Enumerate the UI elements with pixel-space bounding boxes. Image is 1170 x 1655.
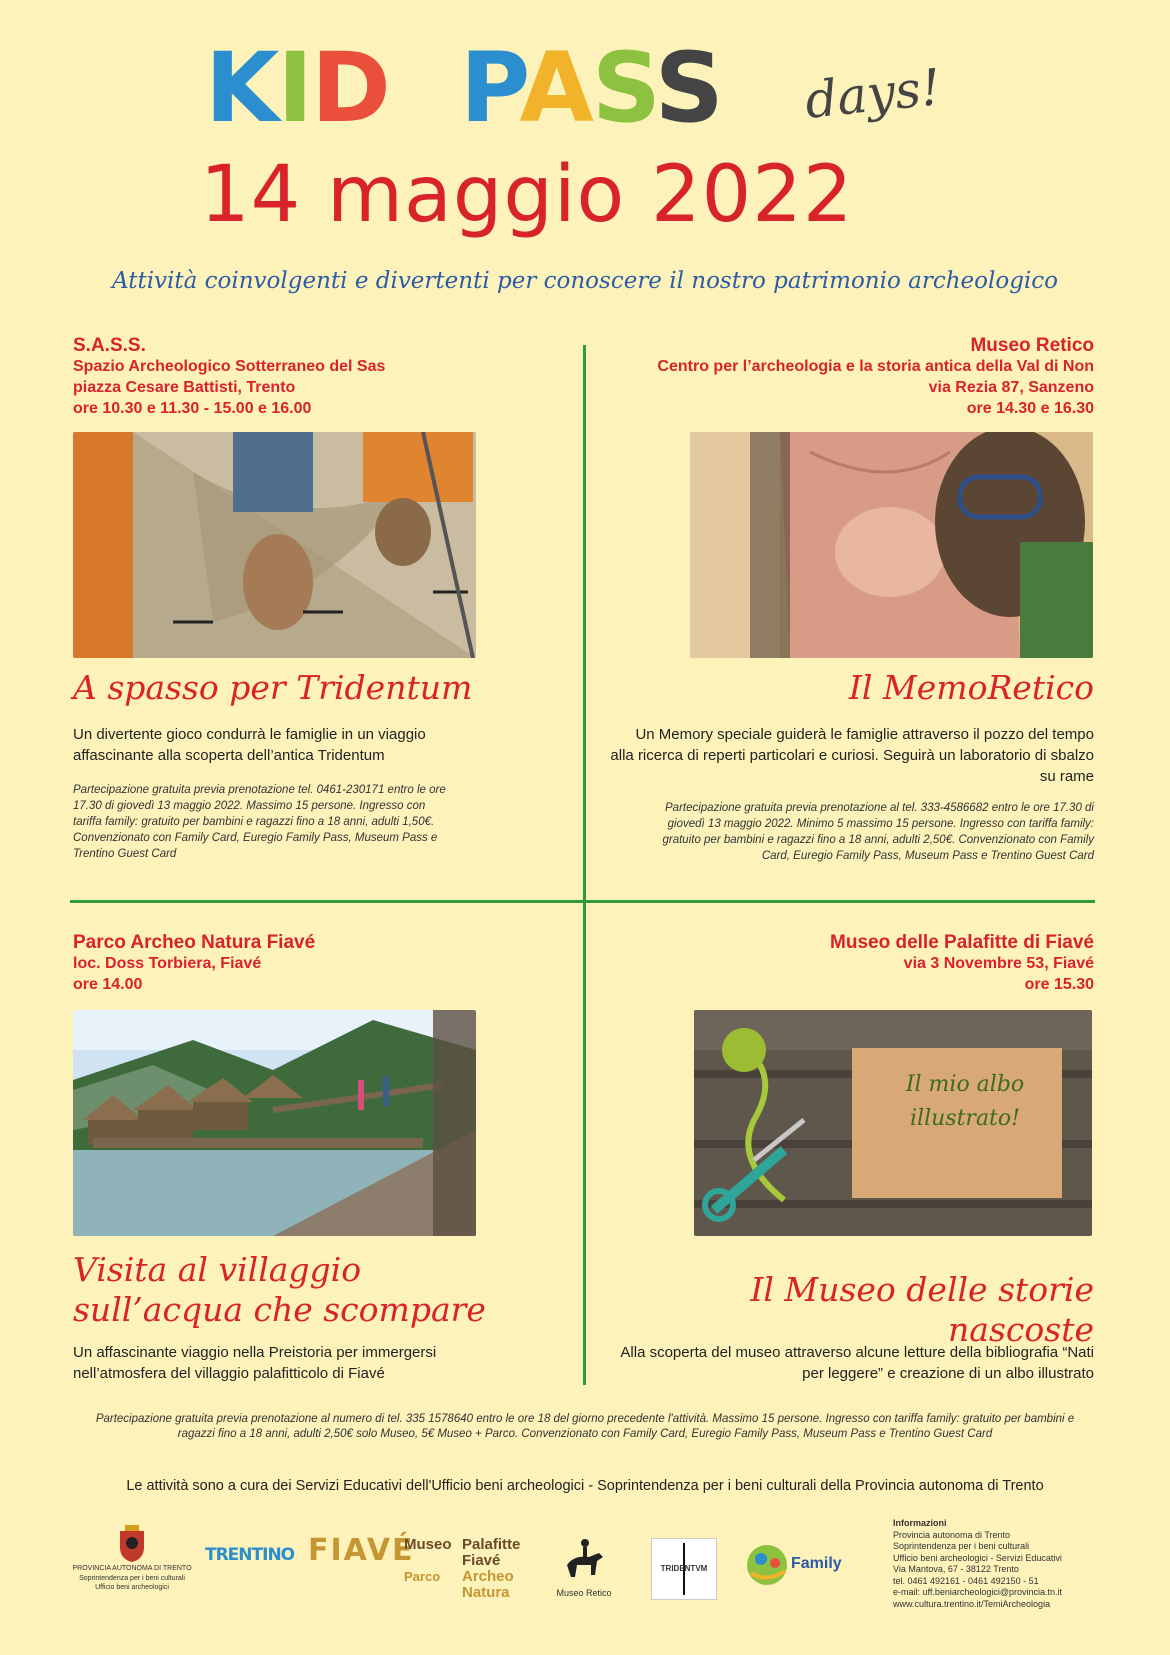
- logo-family: [745, 1543, 855, 1588]
- footer-booking-note: Partecipazione gratuita previa prenotazione al numero di tel. 335 1578640 entro le ore 18 del giorno precedente l'attività. Massimo 15 persone. Ingresso con tariffa family: gratuito per bambini e ragazzi fino a 18 anni, adulti 2,50€ solo Museo, 5€ Museo + Parco. Convenzionato con Family Card, Euregio Family Pass, Museum Pass e Trentino Guest Card: [95, 1413, 1075, 1440]
- title-kid: KID: [205, 32, 389, 144]
- logo-trentino: TRENTINO: [205, 1545, 295, 1565]
- logo-sublabel: Soprintendenza per i beni culturali Ufficio beni archeologici: [79, 1575, 185, 1591]
- venue-header-retico: [600, 335, 1094, 419]
- activity-title: Il Museo delle storie nascoste: [750, 1270, 1094, 1349]
- venue-name: Parco Archeo Natura Fiavé: [73, 932, 316, 953]
- photo-caption: Il mio albo illustrato!: [905, 1072, 1025, 1131]
- info-line: Via Mantova, 67 - 38122 Trento: [893, 1564, 1019, 1574]
- credits: Le attività sono a cura dei Servizi Educativi dell'Ufficio beni archeologici - Soprintendenza per i beni culturali della Provincia autonoma di Trento: [126, 1478, 1044, 1494]
- info-line: Soprintendenza per i beni culturali: [893, 1541, 1030, 1551]
- coat-of-arms-icon: [117, 1525, 147, 1563]
- logo-tridentum: [651, 1538, 717, 1600]
- venue-name: Museo delle Palafitte di Fiavé: [830, 932, 1094, 953]
- logo-parco: Parco: [404, 1569, 441, 1584]
- venue-line: ore 14.00: [73, 976, 143, 993]
- venue-line: piazza Cesare Battisti, Trento: [73, 379, 296, 396]
- event-title: [205, 32, 965, 160]
- booking-note: Partecipazione gratuita previa prenotazione al tel. 333-4586682 entro le ore 17.30 di giovedì 13 maggio 2022. Minimo 5 massimo 15 persone. Ingresso con tariffa family: gratuito per bambini e ragazzi fino a 18 anni, adulti 2,50€. Convenzionato con Family Card, Euregio Family Pass, Museum Pass e Trentino Guest Card: [662, 802, 1094, 862]
- vertical-divider: [583, 345, 586, 1385]
- logo-label: PROVINCIA AUTONOMA DI TRENTO: [72, 1565, 192, 1572]
- family-icon: [745, 1543, 791, 1587]
- info-heading: Informazioni: [893, 1518, 947, 1528]
- activity-title: Visita al villaggio sull’acqua che scompare: [73, 1250, 486, 1329]
- horizontal-divider: [70, 900, 1095, 903]
- logo-museo-parco: [404, 1537, 539, 1602]
- activity-description: Un affascinante viaggio nella Preistoria per immergersi nell’atmosfera del villaggio palafitticolo di Fiavé: [73, 1344, 437, 1382]
- venue-header-palafitte: [600, 932, 1094, 995]
- logo-fiave: FIAVÉ: [308, 1533, 415, 1568]
- photo-retico: [690, 432, 1093, 658]
- logo-natura: Natura: [462, 1584, 510, 1601]
- logo-label: Family: [791, 1555, 842, 1572]
- title-days: days!: [802, 58, 944, 130]
- info-email[interactable]: e-mail: uff.beniarcheologici@provincia.tn.it: [893, 1587, 1063, 1597]
- logo-museo-retico: [548, 1535, 620, 1599]
- contact-info: [893, 1518, 1093, 1610]
- venue-header-sass: [73, 335, 513, 419]
- activity-title: Il MemoRetico: [848, 668, 1094, 707]
- subtitle: Attività coinvolgenti e divertenti per conoscere il nostro patrimonio archeologico: [112, 268, 1058, 294]
- booking-note: Partecipazione gratuita previa prenotazione tel. 0461-230171 entro le ore 17.30 di giovedì 13 maggio 2022. Massimo 15 persone. Ingresso con tariffa family: gratuito per bambini e ragazzi fino a 18 anni, adulti 1,50€. Convenzionato con Family Card, Euregio Family Pass, Museum Pass e Trentino Guest Card: [73, 784, 446, 860]
- venue-name: Museo Retico: [970, 335, 1094, 356]
- logo-label: TRIDENTVM: [660, 1564, 708, 1573]
- logo-provincia: [72, 1525, 192, 1592]
- event-date: 14 maggio 2022: [200, 150, 854, 240]
- logo-museo: Museo: [404, 1536, 452, 1553]
- venue-header-parco: [73, 932, 513, 995]
- info-line: Ufficio beni archeologici - Servizi Educativi: [893, 1552, 1062, 1563]
- venue-name: S.A.S.S.: [73, 335, 146, 356]
- photo-sass: [73, 432, 476, 658]
- venue-line: via 3 Novembre 53, Fiavé: [903, 955, 1094, 972]
- venue-line: via Rezia 87, Sanzeno: [928, 379, 1094, 396]
- info-website[interactable]: www.cultura.trentino.it/TemiArcheologia: [893, 1598, 1051, 1609]
- logo-palafitte: Palafitte: [462, 1536, 521, 1553]
- venue-line: loc. Doss Torbiera, Fiavé: [73, 955, 262, 972]
- info-line: tel. 0461 492161 - 0461 492150 - 51: [893, 1575, 1039, 1586]
- logo-fiave-small: Fiavé: [462, 1552, 501, 1569]
- activity-description: Un divertente gioco condurrà le famiglie in un viaggio affascinante alla scoperta dell’antica Tridentum: [73, 726, 426, 764]
- venue-line: ore 15.30: [1024, 976, 1094, 993]
- logo-label: Museo Retico: [556, 1588, 612, 1598]
- activity-description: Un Memory speciale guiderà le famiglie attraverso il pozzo del tempo alla ricerca di reperti particolari e curiosi. Seguirà un laboratorio di sbalzo su rame: [610, 726, 1094, 785]
- info-line: Provincia autonoma di Trento: [893, 1529, 1011, 1540]
- venue-line: ore 10.30 e 11.30 - 15.00 e 16.00: [73, 400, 312, 417]
- venue-line: Spazio Archeologico Sotterraneo del Sas: [73, 358, 386, 375]
- venue-line: Centro per l’archeologia e la storia antica della Val di Non: [657, 358, 1094, 375]
- photo-parco: [73, 1010, 476, 1236]
- venue-line: ore 14.30 e 16.30: [966, 400, 1094, 417]
- title-pass: PASS: [460, 32, 722, 144]
- activity-title: A spasso per Tridentum: [73, 668, 473, 707]
- logo-archeo: Archeo: [462, 1568, 514, 1585]
- activity-description: Alla scoperta del museo attraverso alcune letture della bibliografia “Nati per leggere” e creazione di un albo illustrato: [620, 1344, 1094, 1382]
- horse-rider-icon: [559, 1535, 609, 1583]
